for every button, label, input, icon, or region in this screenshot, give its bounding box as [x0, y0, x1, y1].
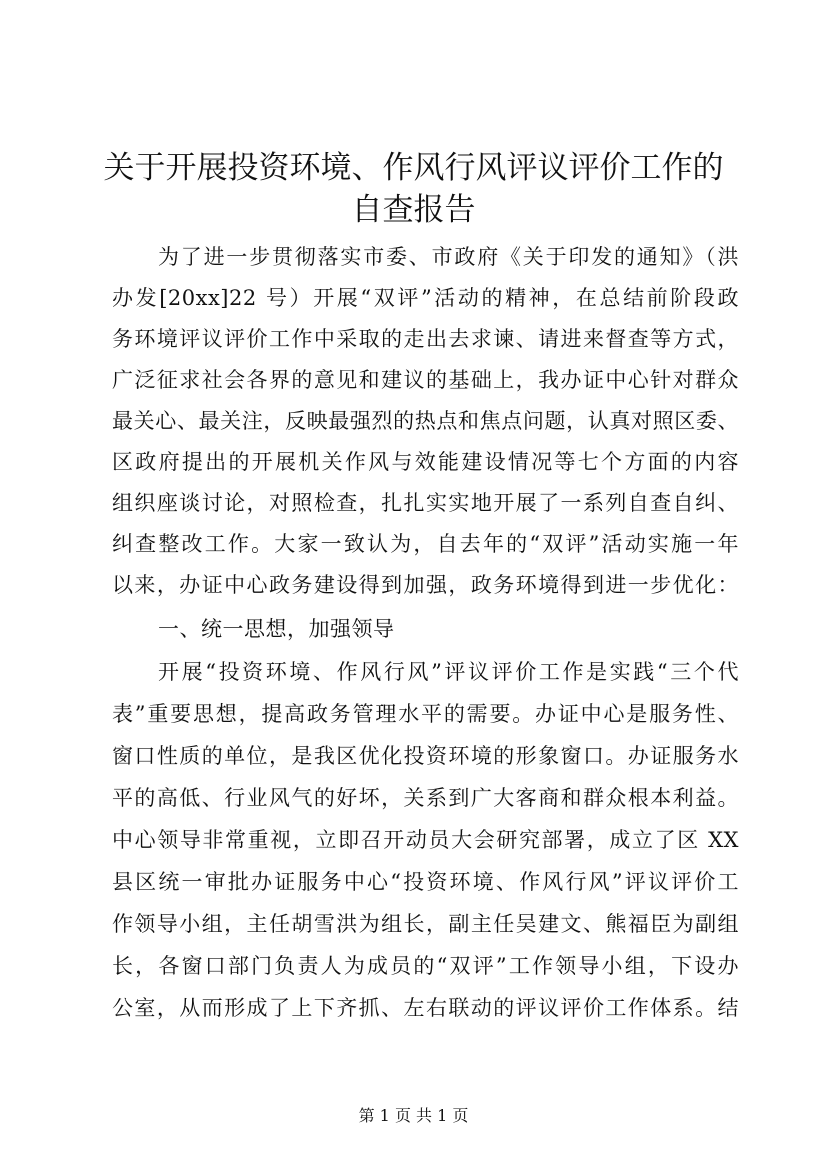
paragraph-line: 平的高低、行业风气的好坏，关系到广大客商和群众根本利益。: [112, 786, 739, 810]
paragraph-line: 窗口性质的单位，是我区优化投资环境的形象窗口。办证服务水: [112, 744, 739, 768]
paragraph-line: 开展“投资环境、作风行风”评议评价工作是实践“三个代: [158, 660, 739, 684]
paragraph-line: 广泛征求社会各界的意见和建议的基础上，我办证中心针对群众: [112, 368, 739, 392]
paragraph-line: 县区统一审批办证服务中心“投资环境、作风行风”评议评价工: [112, 870, 739, 894]
paragraph-line: 长，各窗口部门负责人为成员的“双评”工作领导小组，下设办: [112, 954, 739, 978]
paragraph-line: 组织座谈讨论，对照检查，扎扎实实地开展了一系列自查自纠、: [112, 491, 739, 515]
paragraph-line: 中心领导非常重视，立即召开动员大会研究部署，成立了区 XX: [112, 828, 739, 852]
document-title-line-1: 关于开展投资环境、作风行风评议评价工作的: [103, 150, 724, 186]
paragraph-line: 作领导小组，主任胡雪洪为组长，副主任吴建文、熊福臣为副组: [112, 912, 739, 936]
paragraph-line: 以来，办证中心政务建设得到加强，政务环境得到进一步优化：: [112, 573, 739, 597]
paragraph-line: 办发[20xx]22 号）开展“双评”活动的精神，在总结前阶段政: [112, 286, 739, 310]
paragraph-line: 务环境评议评价工作中采取的走出去求谏、请进来督查等方式，: [112, 327, 739, 351]
document-title-line-2: 自查报告: [351, 192, 476, 228]
paragraph-line: 区政府提出的开展机关作风与效能建设情况等七个方面的内容: [112, 450, 739, 474]
section-heading: 一、统一思想，加强领导: [158, 617, 395, 641]
paragraph-line: 纠查整改工作。大家一致认为，自去年的“双评”活动实施一年: [112, 532, 739, 556]
paragraph-line: 为了进一步贯彻落实市委、市政府《关于印发的通知》（洪: [158, 245, 739, 269]
paragraph-line: 最关心、最关注，反映最强烈的热点和焦点问题，认真对照区委、: [112, 409, 739, 433]
page-number-footer: 第 1 页 共 1 页: [358, 1106, 469, 1125]
paragraph-line: 公室，从而形成了上下齐抓、左右联动的评议评价工作体系。结: [112, 996, 739, 1020]
paragraph-line: 表”重要思想，提高政务管理水平的需要。办证中心是服务性、: [112, 702, 739, 726]
